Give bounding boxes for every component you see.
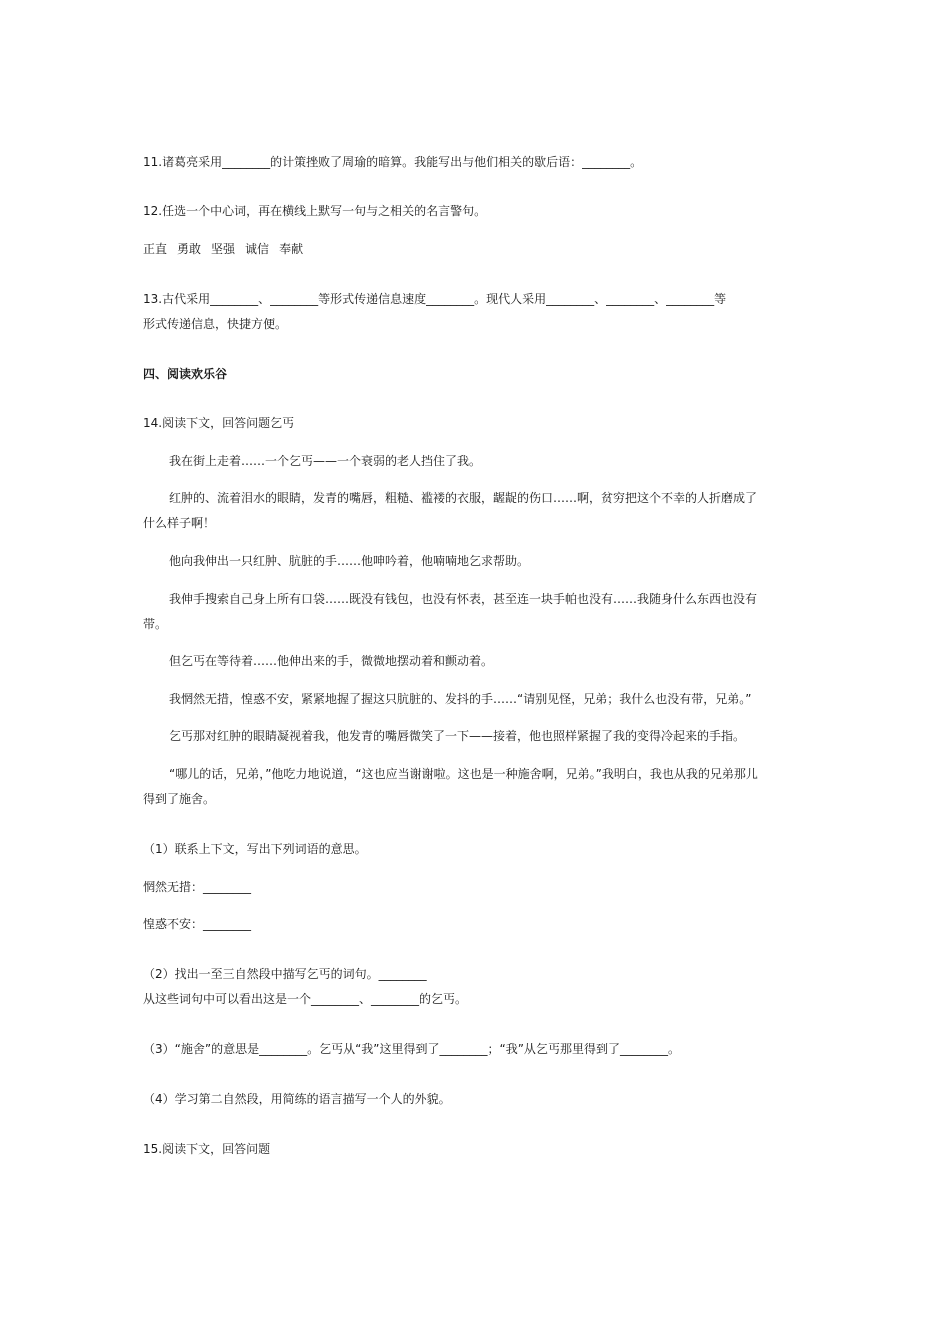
q14-sub2-line1: （2）找出一至三自然段中描写乞丐的词句。________ [143, 967, 427, 981]
q14-sub3: （3）“施舍”的意思是________。乞丐从“我”这里得到了________；“我”从乞丐那里得到了________。 [143, 1042, 680, 1056]
passage-paragraph-5: 但乞丐在等待着……他伸出来的手，微微地摆动着和颤动着。 [169, 654, 494, 668]
passage-paragraph-3: 他向我伸出一只红肿、肮脏的手……他呻吟着，他喃喃地乞求帮助。 [169, 554, 530, 568]
q12-word: 诚信 [245, 242, 270, 256]
section-4-title: 四、阅读欢乐谷 [143, 367, 228, 381]
q15-title: 15.阅读下文，回答问题 [143, 1142, 271, 1156]
q14-sub1-prompt: （1）联系上下文，写出下列词语的意思。 [143, 842, 367, 856]
q12-word-list [143, 241, 303, 257]
passage-paragraph-1: 我在街上走着……一个乞丐——一个衰弱的老人挡住了我。 [169, 454, 482, 468]
passage-paragraph-4: 我伸手搜索自己身上所有口袋……既没有钱包，也没有怀表，甚至连一块手帕也没有……我随身什么东西也没有 [169, 592, 758, 606]
passage-paragraph-7: 乞丐那对红肿的眼睛凝视着我，他发青的嘴唇微笑了一下——接着，他也照样紧握了我的变得冷起来的手指。 [169, 729, 746, 743]
passage-paragraph-8: “哪儿的话，兄弟，”他吃力地说道，“这也应当谢谢啦。这也是一种施舍啊，兄弟。”我明白，我也从我的兄弟那儿 [169, 767, 758, 781]
q12-word: 坚强 [211, 242, 236, 256]
q12-word: 奉献 [279, 242, 304, 256]
passage-paragraph-2: 红肿的、流着泪水的眼睛，发青的嘴唇，粗糙、褴褛的衣服，龌龊的伤口……啊，贫穷把这个不幸的人折磨成了 [169, 491, 758, 505]
q12-word: 正直 [143, 242, 168, 256]
q14-sub1-item-a: 惘然无措：________ [143, 880, 252, 894]
passage-paragraph-6: 我惘然无措，惶惑不安，紧紧地握了握这只肮脏的、发抖的手……“请别见怪，兄弟；我什么也没有带，兄弟。” [169, 692, 752, 706]
passage-paragraph-8-cont: 得到了施舍。 [143, 792, 216, 806]
q14-sub4: （4）学习第二自然段，用简练的语言描写一个人的外貌。 [143, 1092, 451, 1106]
q11: 11.诸葛亮采用________的计策挫败了周瑜的暗算。我能写出与他们相关的歇后语：________。 [143, 155, 643, 169]
q14-title: 14.阅读下文，回答问题乞丐 [143, 416, 295, 430]
q14-sub1-item-b: 惶惑不安：________ [143, 917, 252, 931]
q12-word: 勇敢 [177, 242, 202, 256]
passage-paragraph-2-cont: 什么样子啊！ [143, 516, 216, 530]
passage-paragraph-4-cont: 带。 [143, 617, 168, 631]
q12-prompt: 12.任选一个中心词，再在横线上默写一句与之相关的名言警句。 [143, 204, 487, 218]
q13-line2: 形式传递信息，快捷方便。 [143, 317, 288, 331]
q13-line1: 13.古代采用________、________等形式传递信息速度________。现代人采用________、________、________等 [143, 292, 727, 306]
q14-sub2-line2: 从这些词句中可以看出这是一个________、________的乞丐。 [143, 992, 468, 1006]
